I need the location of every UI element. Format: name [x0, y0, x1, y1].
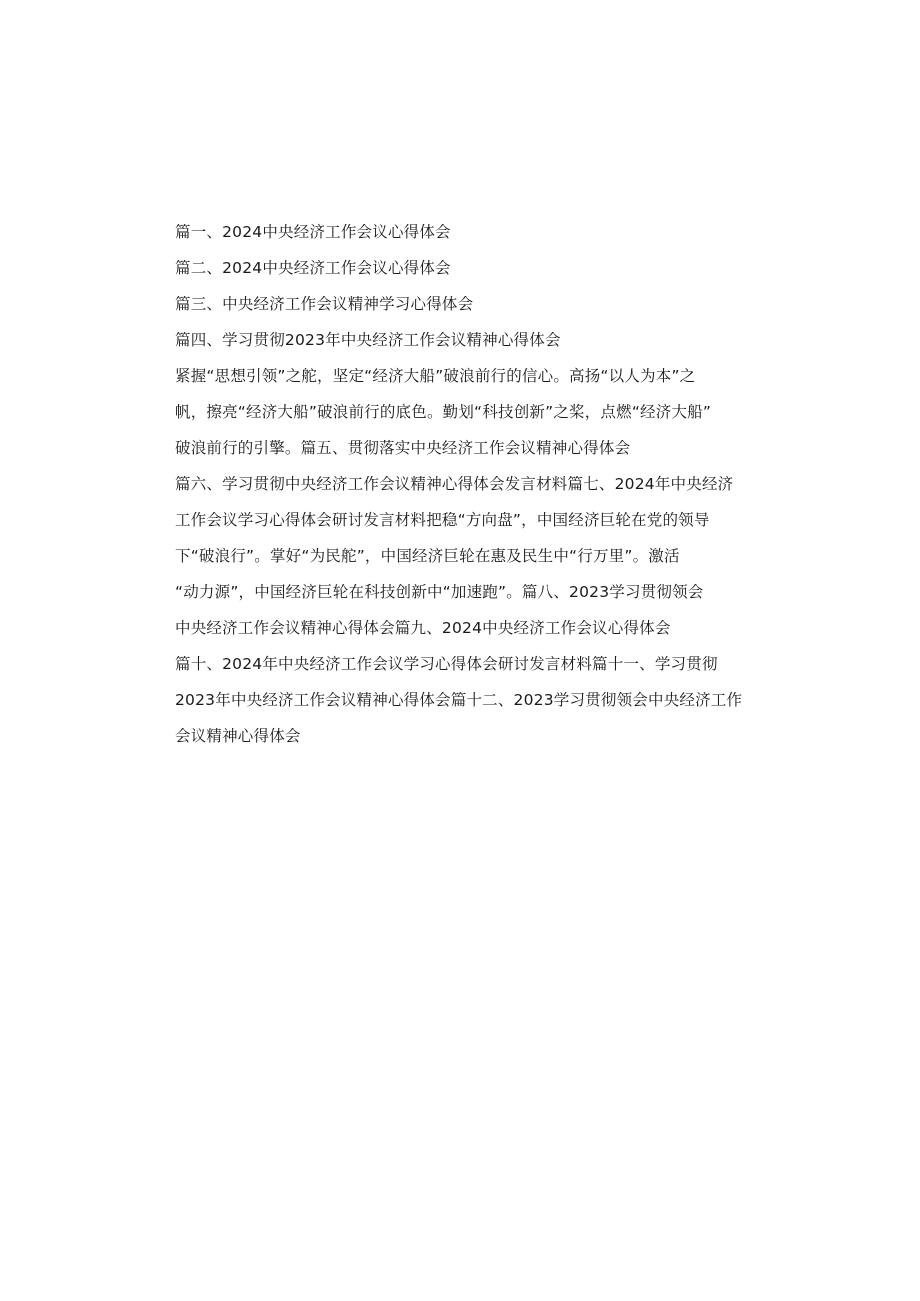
text-line: 篇一、2024中央经济工作会议心得体会 [175, 223, 451, 241]
text-line: 篇十、2024年中央经济工作会议学习心得体会研讨发言材料篇十一、学习贯彻 [175, 655, 718, 673]
text-line: 下“破浪行”。掌好“为民舵”，中国经济巨轮在惠及民生中“行万里”。激活 [175, 547, 680, 565]
text-line: 篇六、学习贯彻中央经济工作会议精神心得体会发言材料篇七、2024年中央经济 [175, 475, 734, 493]
text-line: 2023年中央经济工作会议精神心得体会篇十二、2023学习贯彻领会中央经济工作 [175, 691, 743, 709]
text-line: 紧握“思想引领”之舵，坚定“经济大船”破浪前行的信心。高扬“以人为本”之 [175, 367, 696, 385]
text-line: 中央经济工作会议精神心得体会篇九、2024中央经济工作会议心得体会 [175, 619, 671, 637]
text-line: 篇二、2024中央经济工作会议心得体会 [175, 259, 451, 277]
text-line: 破浪前行的引擎。篇五、贯彻落实中央经济工作会议精神心得体会 [175, 439, 631, 457]
text-line: 帆，擦亮“经济大船”破浪前行的底色。勤划“科技创新”之桨，点燃“经济大船” [175, 403, 712, 421]
text-line: 篇三、中央经济工作会议精神学习心得体会 [175, 295, 474, 313]
text-line: 工作会议学习心得体会研讨发言材料把稳“方向盘”，中国经济巨轮在党的领导 [175, 511, 710, 529]
text-line: 会议精神心得体会 [175, 727, 301, 745]
text-line: 篇四、学习贯彻2023年中央经济工作会议精神心得体会 [175, 331, 561, 349]
text-line: “动力源”，中国经济巨轮在科技创新中“加速跑”。篇八、2023学习贯彻领会 [175, 583, 704, 601]
table-of-contents [175, 214, 793, 754]
